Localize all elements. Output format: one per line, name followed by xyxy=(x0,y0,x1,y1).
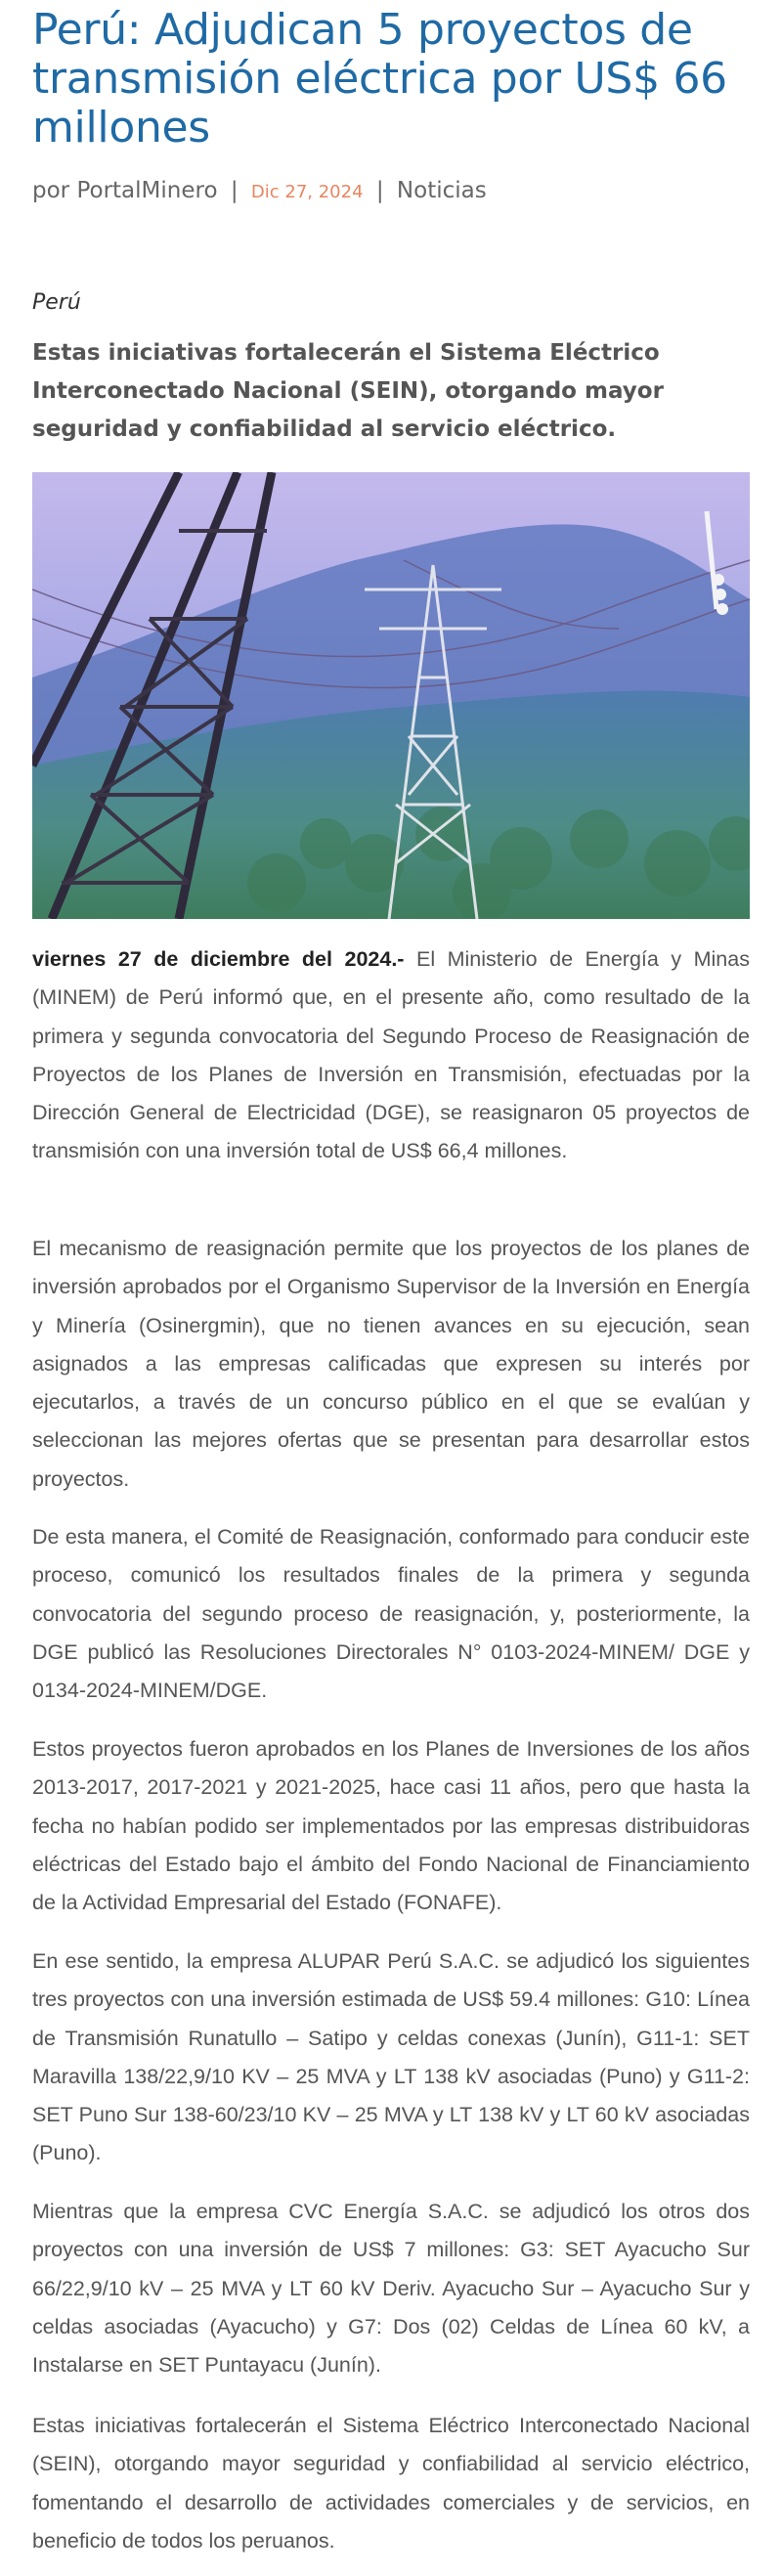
transmission-towers-illustration xyxy=(32,472,750,919)
article-paragraph: Mientras que la empresa CVC Energía S.A.C. se adjudicó los otros dos proyectos con una inversión de US$ 7 millones: G3: SET Ayacucho Sur 66/22,9/10 kV – 25 MVA y LT 60 kV Deriv. Ayacucho Sur – Ayacucho Sur y celdas asociadas (Ayacucho) y G7: Dos (02) Celdas de Línea 60 kV, a Instalarse en SET Puntayacu (Junín). xyxy=(32,2200,750,2378)
paragraph-text: El Ministerio de Energía y Minas (MINEM) de Perú informó que, en el presente año, como resultado de la primera y segunda convocatoria del Segundo Proceso de Reasignación de Proyectos de los Planes de Inversión en Transmisión, efectuadas por la Dirección General de Electricidad (DGE), se reasignaron 05 proyectos de transmisión con una inversión total de US$ 66,4 millones. xyxy=(32,947,750,1163)
article-paragraph: El mecanismo de reasignación permite que los proyectos de los planes de inversión aprobados por el Organismo Supervisor de la Inversión en Energía y Minería (Osinergmin), que no tienen avances en su ejecución, sean asignados a las empresas calificadas que expresen su interés por ejecutarlos, a través de un concurso público en el que se evalúan y seleccionan las mejores ofertas que se presentan para desarrollar estos proyectos. xyxy=(32,1237,750,1491)
byline xyxy=(32,178,750,203)
article-paragraph: Estas iniciativas fortalecerán el Sistema Eléctrico Interconectado Nacional (SEIN), otorgando mayor seguridad y confiabilidad al servicio eléctrico, fomentando el desarrollo de actividades comerciales y de servicios, en beneficio de todos los peruanos. xyxy=(32,2414,750,2553)
article-paragraph: De esta manera, el Comité de Reasignación, conformado para conducir este proceso, comunicó los resultados finales de la primera y segunda convocatoria del segundo proceso de reasignación, y, posteriormente, la DGE publicó las Resoluciones Directorales N° 0103-2024-MINEM/ DGE y 0134-2024-MINEM/DGE. xyxy=(32,1525,750,1703)
article-paragraph: Estos proyectos fueron aprobados en los Planes de Inversiones de los años 2013-2017, 2017-2021 y 2021-2025, hace casi 11 años, pero que hasta la fecha no habían podido ser implementados por las empresas distribuidoras eléctricas del Estado bajo el ámbito del Fondo Nacional de Financiamiento de la Actividad Empresarial del Estado (FONAFE). xyxy=(32,1737,750,1915)
category-link[interactable]: Noticias xyxy=(396,178,487,203)
hero-image xyxy=(32,472,750,919)
article-title: Perú: Adjudican 5 proyectos de transmisión eléctrica por US$ 66 millones xyxy=(32,5,727,153)
byline-prefix: por xyxy=(32,178,70,203)
byline-separator: | xyxy=(375,178,384,203)
publish-date: Dic 27, 2024 xyxy=(250,182,364,202)
author-link[interactable]: PortalMinero xyxy=(76,178,218,203)
country-tag: Perú xyxy=(32,290,81,315)
byline-separator: | xyxy=(230,178,239,203)
article-lead: Estas iniciativas fortalecerán el Sistema Eléctrico Interconectado Nacional (SEIN), otorgando mayor seguridad y confiabilidad al servicio eléctrico. xyxy=(32,340,664,442)
dateline: viernes 27 de diciembre del 2024.- xyxy=(32,947,405,971)
article-paragraph xyxy=(32,940,750,1171)
article-paragraph: En ese sentido, la empresa ALUPAR Perú S.A.C. se adjudicó los siguientes tres proyectos con una inversión estimada de US$ 59.4 millones: G10: Línea de Transmisión Runatullo – Satipo y celdas conexas (Junín), G11-1: SET Maravilla 138/22,9/10 KV – 25 MVA y LT 138 kV asociadas (Puno) y G11-2: SET Puno Sur 138-60/23/10 KV – 25 MVA y LT 138 kV y LT 60 kV asociadas (Puno). xyxy=(32,1949,750,2165)
